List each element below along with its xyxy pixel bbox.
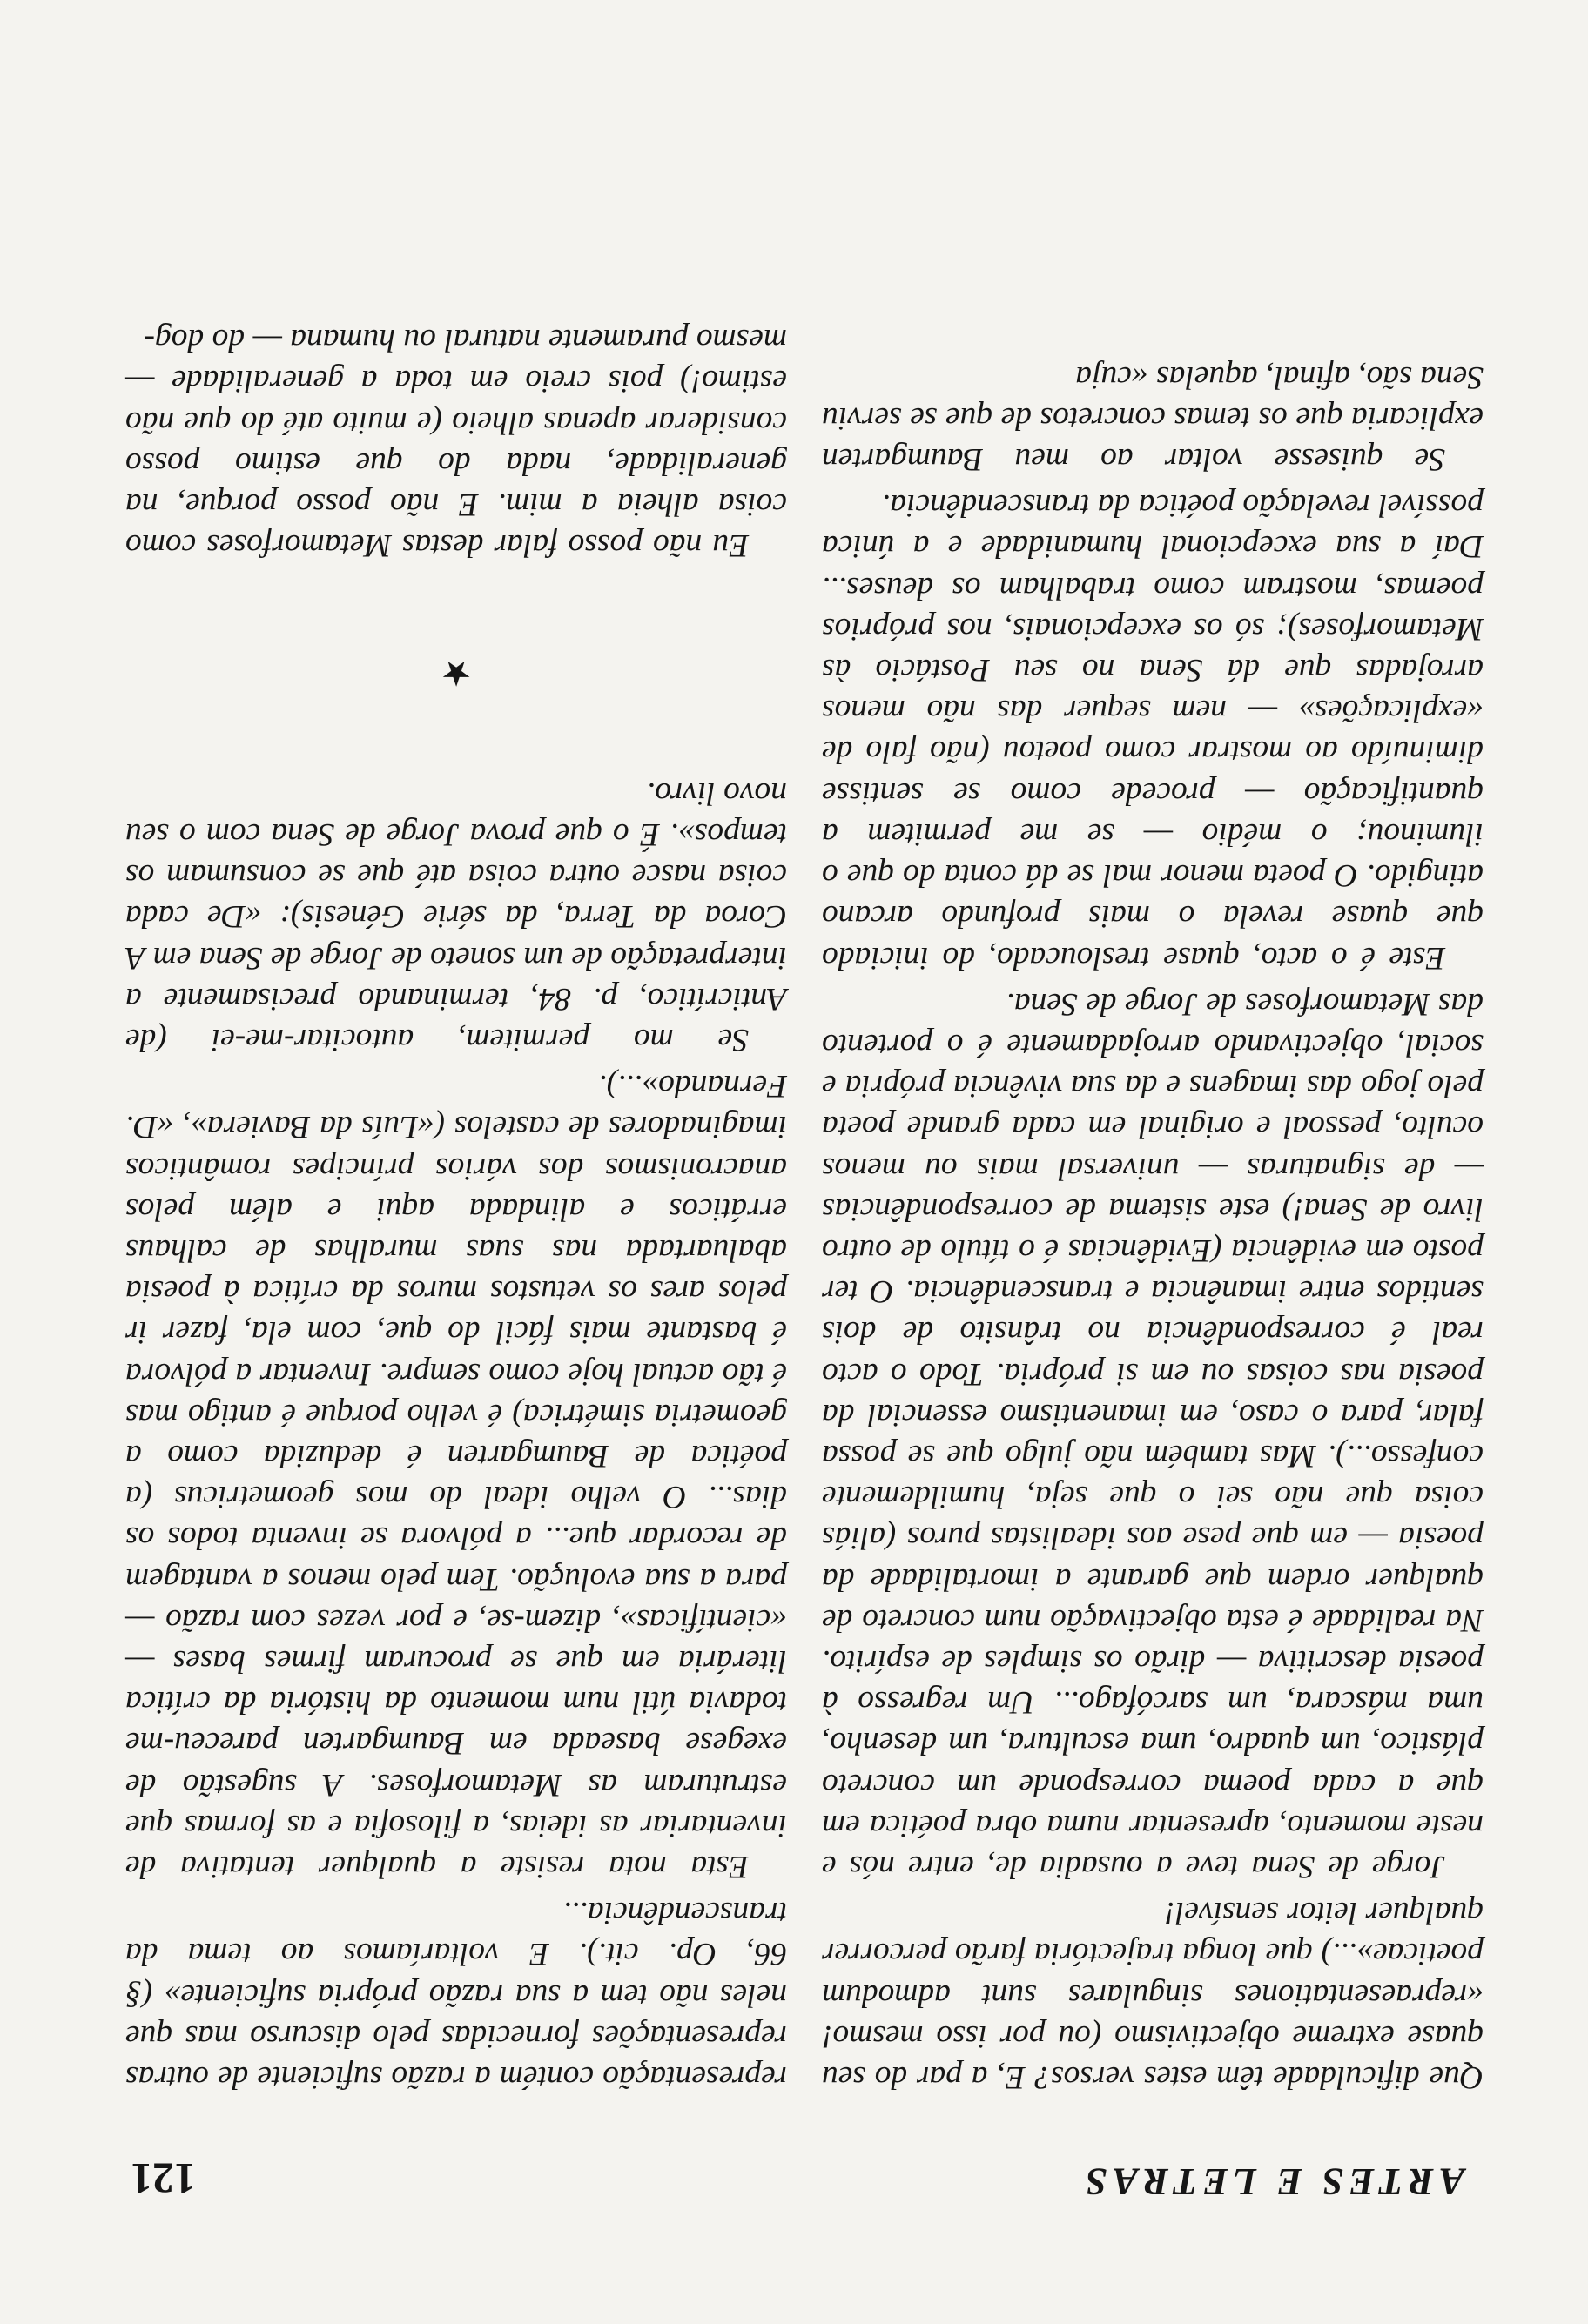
- left-column: [822, 351, 1484, 2098]
- page-header: [0, 2152, 1588, 2204]
- paragraph: Jorge de Sena teve a ousadia de, entre nós e neste momento, apresentar numa obra poética em que a cada poema corresponde um concreto plástico, um quadro, uma escultura, um desenho, uma máscara, um sarcófago... Um regresso à poesia descritiva — dirão os simples de espírito. Na realidade é esta objectivação num concreto de qualquer ordem que garante a imortalidade da poesia — em que pese aos idealistas puros (aliás coisa que não sei o que seja, humildemente confesso...). Mas também não julgo que se possa falar, para o caso, em imanentismo essencial da poesia nas coisas ou em si própria. Todo o acto real é correspondência no trânsito de dois sentidos entre imanência e transcendência. O ter posto em evidência (Evidências é o título de outro livro de Sena!) este sistema de correspondências — de signaturas — universal mais ou menos oculto, pessoal e original em cada grande poeta pelo jogo das imagens e da sua vivência própria e social, objectivando arrojadamente é o portento das Metamorfoses de Jorge de Sena.: [822, 985, 1484, 1884]
- paragraph: Este é o acto, quase tresloucado, do iniciado que quase revela o mais profundo arcano atingido. O poeta menor mal se dá conta do que o iluminou; o médio — se me permitem a quantificação — procede como se sentisse diminuído ao mostrar como poetou (não falo de «explicações» — nem sequer das não menos arrojadas que dá Sena no seu Postácio às Metamorfoses); só os excepcionais, nos próprios poemas, mostram como trabalham os deuses... Daí a sua excepcional humanidade e a única possível revelação poética da transcendência.: [822, 487, 1484, 976]
- paragraph: Que dificuldade têm estes versos? E, a par do seu quase extreme objectivismo (ou por isso mesmo! «repraesentationes singulares sunt admodum poeticae»...) que longa trajectória farão percorrer qualquer leitor sensível!: [822, 1895, 1484, 2095]
- paragraph: Se mo permitem, autocitar-me-ei (de Anticrítico, p. 84, terminando precisamente a interpretação de um soneto de Jorge de Sena em A Coroa da Terra, da série Génesis): «De cada coisa nasce outra coisa até que se consumam os tempos». É o que prova Jorge de Sena com o seu novo livro.: [125, 775, 787, 1058]
- section-star-icon: ★: [441, 654, 472, 694]
- paragraph: representação contém a razão suficiente de outras representações fornecidas pelo discurso mas que neles não tem a sua razão própria suficiente» (§ 66, Op. cit.). E voltaríamos ao tema da transcendência...: [125, 1895, 787, 2095]
- page-number: 121: [131, 2154, 196, 2203]
- right-column: [125, 314, 787, 2098]
- paragraph: Eu não posso falar destas Metamorfoses como coisa alheia a mim. E não posso porque, na generalidade, nada do que estimo posso considerar apenas alheio (e muito até do que não estimo!) pois creio em toda a generalidade — mesmo puramente natural ou humana — do dog-: [125, 322, 787, 564]
- paragraph: Esta nota resiste a qualquer tentativa de inventariar as ideias, a filosofia e as formas que estruturam as Metamorfoses. A sugestão de exegese baseada em Baumgarten pareceu-me todavia útil num momento da história da crítica literária em que se procuram firmes bases — «científicas», dizem-se, e por vezes com razão — para a sua evolução. Tem pelo menos a vantagem de recordar que... a pólvora se inventa todos os dias... O velho ideal do mos geometricus (a poética de Baumgarten é deduzida como a geometria simétrica) é velho porque é antigo mas é tão actual hoje como sempre. Inventar a pólvora é bastante mais fácil do que, com ela, fazer ir pelos ares os vetustos muros da crítica à poesia abaluartada nas suas muralhas de calhaus erráticos e alindada aqui e além pelos anacronismos dos vários príncipes românticos imaginadores de castelos («Luís da Baviera», «D. Fernando»...).: [125, 1068, 787, 1884]
- running-head: ARTES E LETRAS: [1080, 2160, 1464, 2203]
- paragraph: Se quisesse voltar ao meu Baumgarten explicaria que os temas concretos de que se serviu Sena são, afinal, aquelas «cuja: [822, 359, 1484, 478]
